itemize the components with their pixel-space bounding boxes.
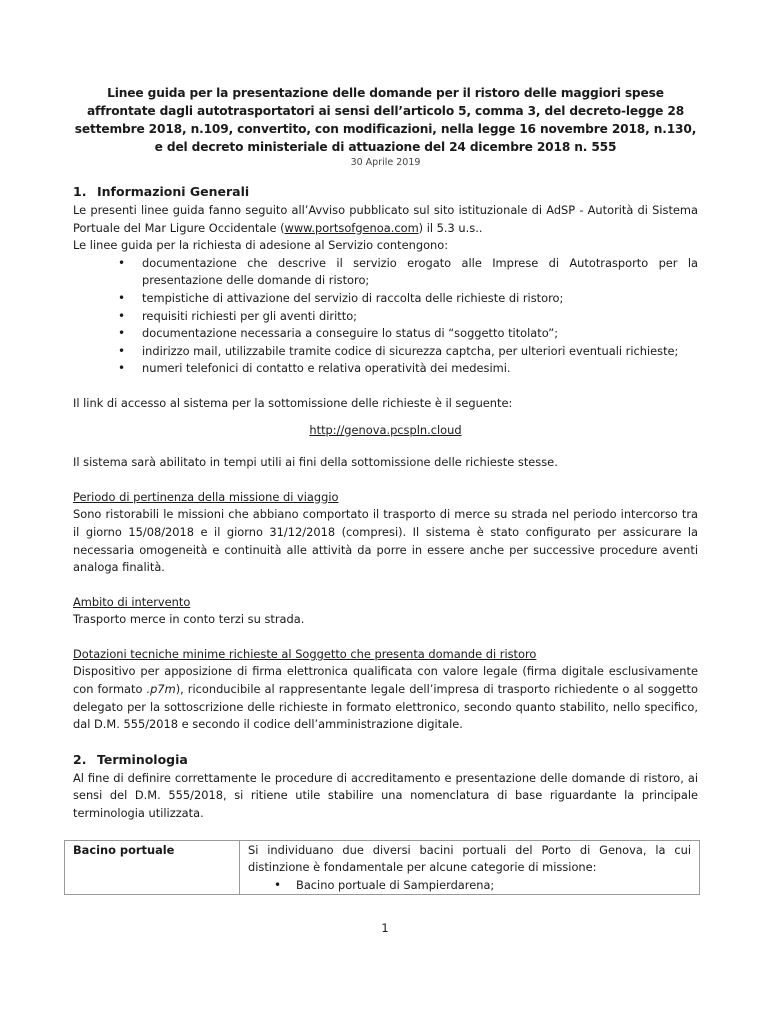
list-item: • indirizzo mail, utilizzabile tramite codice di sicurezza captcha, per ulteriori eventuali richieste;	[142, 343, 698, 361]
terminology-table	[64, 840, 700, 896]
list-item: • Bacino portuale di Sampierdarena;	[296, 877, 691, 895]
list-item: • requisiti richiesti per gli aventi diritto;	[142, 308, 698, 326]
terminology-intro: Al fine di definire correttamente le procedure di accreditamento e presentazione delle domande di ristoro, ai sensi del D.M. 555/2018, si ritiene utile stabilire una nomenclatura di base riguardante la principale terminologia utilizzata.	[73, 770, 698, 821]
document-page	[73, 84, 698, 895]
page-number: 1	[381, 921, 389, 935]
document-date: 30 Aprile 2019	[350, 157, 421, 168]
tech-text-end: ), riconducibile al rappresentante legale dell’impresa di trasporto richiedente o al soggetto delegato per la sottoscrizione delle richieste in formato elettronico, secondo quanto stabilito, nello specifico, dal D.M. 555/2018 e secondo il codice dell’amministrazione digitale.	[73, 682, 698, 732]
system-access-link[interactable]: http://genova.pcspln.cloud	[309, 422, 462, 437]
section-2-heading	[73, 751, 698, 768]
list-item: • numeri telefonici di contatto e relativa operatività dei medesimi.	[142, 360, 698, 378]
definition-cell	[240, 840, 700, 895]
section-2-number: 2.	[73, 751, 87, 767]
list-item: • tempistiche di attivazione del servizio di raccolta delle richieste di ristoro;	[142, 290, 698, 308]
intro-text-end: ) il 5.3 u.s..	[418, 220, 483, 235]
scope-text: Trasporto merce in conto terzi su strada.	[73, 612, 305, 627]
section-1-number: 1.	[73, 184, 87, 199]
document-title: Linee guida per la presentazione delle domande per il ristoro delle maggiori spese affrontate dagli autotrasportatori ai sensi dell’articolo 5, comma 3, del decreto-legge 28 settembre 2018, n.109, convertito, con modificazioni, nella legge 16 novembre 2018, n.130, e del decreto ministeriale di attuazione del 24 dicembre 2018 n. 555	[74, 86, 697, 154]
intro-text-start: Le presenti linee guida fanno seguito all’Avviso pubblicato sul sito istituzionale di AdSP - Autorità di Sistema Portuale del Mar Ligure Occidentale (	[73, 203, 698, 235]
contents-list	[73, 255, 698, 378]
ports-of-genoa-link[interactable]: www.portsofgenoa.com	[284, 220, 419, 235]
tech-format: .p7m	[146, 682, 176, 697]
table-row	[65, 840, 700, 895]
period-heading: Periodo di pertinenza della missione di viaggio	[73, 489, 339, 504]
period-text: Sono ristorabili le missioni che abbiano comportato il trasporto di merce su strada nel periodo intercorso tra il giorno 15/08/2018 e il giorno 31/12/2018 (compresi). Il sistema è stato configurato per assicurare la necessaria omogeneità e continuità alle attività da porre in essere anche per successive procedure aventi analoga finalità.	[73, 507, 698, 575]
access-text: Il link di accesso al sistema per la sottomissione delle richieste è il seguente:	[73, 395, 513, 410]
intro-paragraph	[73, 202, 698, 237]
section-1-heading	[73, 183, 698, 200]
term-cell: Bacino portuale	[65, 840, 240, 895]
list-item: • documentazione che descrive il servizio erogato alle Imprese di Autotrasporto per la presentazione delle domande di ristoro;	[142, 255, 698, 290]
list-item: • documentazione necessaria a conseguire lo status di “soggetto titolato”;	[142, 325, 698, 343]
scope-heading: Ambito di intervento	[73, 594, 191, 609]
tech-text-start: Dispositivo per apposizione di firma elettronica qualificata con valore legale (firma digitale esclusivamente con formato	[73, 664, 698, 697]
definition-list	[248, 877, 691, 895]
list-intro: Le linee guida per la richiesta di adesione al Servizio contengono:	[73, 238, 449, 253]
section-1-title: Informazioni Generali	[97, 184, 250, 199]
tech-heading: Dotazioni tecniche minime richieste al Soggetto che presenta domande di ristoro	[73, 646, 537, 661]
system-text: Il sistema sarà abilitato in tempi utili ai fini della sottomissione delle richieste stesse.	[73, 455, 558, 470]
tech-text	[73, 663, 698, 733]
section-2-title: Terminologia	[97, 751, 188, 767]
definition-text: Si individuano due diversi bacini portuali del Porto di Genova, la cui distinzione è fondamentale per alcune categorie di missione:	[248, 842, 691, 875]
